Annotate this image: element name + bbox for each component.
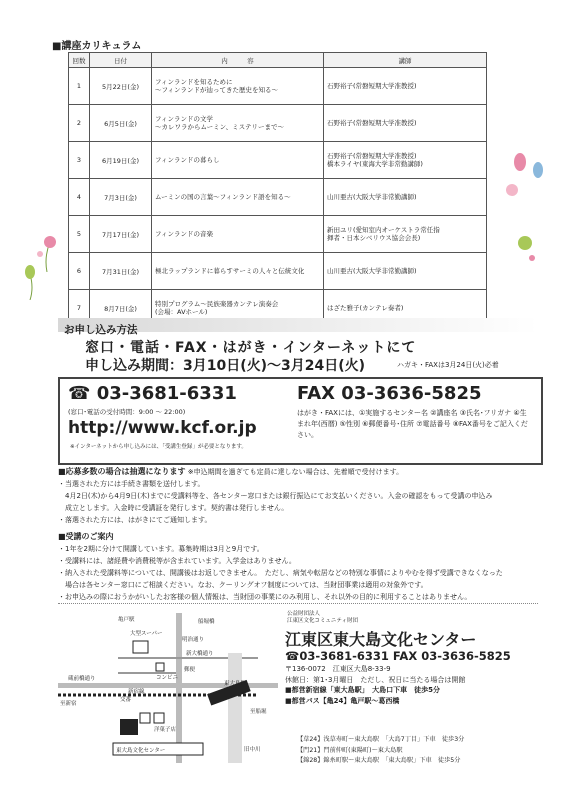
table-row	[69, 105, 487, 142]
center-building	[120, 719, 138, 735]
lottery-heading: ■応募多数の場合は抽選になります	[58, 467, 186, 476]
map-label: 明治通り	[182, 637, 205, 643]
map-label: 大型スーパー	[130, 631, 163, 637]
map-label: 郵便	[184, 667, 196, 673]
list-item: 【草24】浅草寿町〜東大島駅 「大島7丁目」下車 徒歩3分	[297, 736, 465, 743]
flower-decoration-icon	[500, 150, 550, 210]
map-label: 旧中川	[244, 747, 261, 753]
list-item: 場合は各センター窓口にご相談ください。なお、クーリングオフ制度については、当財団事業は適用の対象外です。	[58, 581, 428, 589]
cell-content: ムーミンの国の言葉〜フィンランド語を知る〜	[152, 179, 324, 216]
guide-heading: ■受講のご案内	[58, 532, 114, 541]
table-header-row	[69, 53, 487, 68]
cell-content: 特別プログラム〜民族楽器カンテレ演奏会 (会場：AVホール)	[152, 290, 324, 327]
map-label: 洋菓子店	[154, 727, 177, 733]
bus-access: ■都営バス【亀24】亀戸駅〜葛西橋	[285, 696, 400, 705]
cell-no: 7	[69, 290, 90, 327]
organization-name: 公益財団法人 江東区文化コミュニティ財団	[287, 611, 358, 624]
phone-number[interactable]: ☎ 03-3681-6331	[68, 383, 237, 404]
map-label: 蔵前橋通り	[68, 676, 96, 682]
cell-date: 7月31日(金)	[90, 253, 152, 290]
cell-lecturer: 山川亜古(大阪大学非常勤講師)	[324, 179, 487, 216]
cell-lecturer: 石野裕子(常磐短期大学准教授)	[324, 68, 487, 105]
lottery-notice	[58, 466, 538, 526]
phone-hours: (窓口･電話の受付時間：9:00 〜 22:00)	[68, 408, 186, 416]
col-header-lecturer: 講師	[324, 53, 487, 68]
map-label: 至船堀	[250, 709, 267, 715]
center-name: 江東区東大島文化センター	[285, 630, 477, 649]
river	[228, 653, 242, 763]
cell-date: 7月3日(金)	[90, 179, 152, 216]
table-row	[69, 179, 487, 216]
closed-days: 休館日：第1･3月曜日 ただし、祝日に当たる場合は開館	[285, 675, 466, 684]
map-label: 船堀橋	[198, 619, 215, 625]
cell-lecturer: 新田ユリ(愛知室内オーケストラ常任指 揮者・日本シベリウス協会会長)	[324, 216, 487, 253]
map-label: 新宿線	[128, 689, 145, 695]
cell-content: フィンランドを知るために 〜フィンランドが辿ってきた歴史を知る〜	[152, 68, 324, 105]
lottery-note: ※申込期間を過ぎても定員に達しない場合は、先着順で受付けます。	[187, 468, 404, 476]
guide-notice	[58, 531, 538, 603]
curriculum-title: ■講座カリキュラム	[52, 41, 142, 52]
curriculum-table	[68, 52, 487, 327]
cell-lecturer: 石野裕子(常磐短期大学准教授) 橋本ライヤ(東海大学非常勤講師)	[324, 142, 487, 179]
list-item: ・納入された受講料等については、開講後はお返しできません。 ただし、病気や転居などの特別な事情によりやむを得ず受講できなくなった	[58, 569, 503, 577]
list-item: ・1年を2期に分けて開講しています。募集時期は3月と9月です。	[58, 545, 264, 553]
road	[176, 613, 182, 763]
list-item: 成立とします。入金時に受講証を発行します。契約書は発行しません。	[58, 504, 289, 512]
flower-decoration-icon	[20, 260, 50, 300]
map-label: 至新宿	[60, 701, 77, 707]
cell-content: フィンランドの音楽	[152, 216, 324, 253]
cell-date: 8月7日(金)	[90, 290, 152, 327]
map-label: 新大橋通り	[186, 651, 214, 657]
address: 〒136-0072 江東区大島8-33-9	[285, 665, 391, 673]
col-header-no: 回数	[69, 53, 90, 68]
col-header-date: 日付	[90, 53, 152, 68]
cell-content: 極北ラップランドに暮らすサーミの人々と伝統文化	[152, 253, 324, 290]
cell-lecturer: はざた雅子(カンテレ奏者)	[324, 290, 487, 327]
map-label: 亀戸駅	[118, 617, 135, 623]
application-methods: 窓口・電話・FAX・はがき・インターネットにて	[85, 340, 417, 356]
list-item: ・当選された方には手続き書類を送付します。	[58, 480, 205, 488]
cell-no: 1	[69, 68, 90, 105]
cell-no: 5	[69, 216, 90, 253]
list-item: ・受講料には、諸経費や消費税等が含まれています。入学金はありません。	[58, 557, 296, 565]
flower-decoration-icon	[510, 228, 540, 268]
center-info	[285, 664, 465, 706]
application-header: お申し込み方法	[58, 318, 538, 332]
cell-content: フィンランドの文学 〜カレワラからムーミン、ミステリーまで〜	[152, 105, 324, 142]
bus-lines	[297, 735, 464, 767]
cell-no: 4	[69, 179, 90, 216]
table-row	[69, 142, 487, 179]
map-label: 東大島文化センター	[116, 748, 166, 754]
map-label: 交番	[120, 697, 132, 703]
cell-lecturer: 石野裕子(常磐短期大学准教授)	[324, 105, 487, 142]
train-access: ■都営新宿線「東大島駅」 大島口下車 徒歩5分	[285, 686, 440, 694]
fax-number: FAX 03-3636-5825	[297, 383, 482, 404]
divider	[58, 603, 538, 604]
cell-date: 5月22日(金)	[90, 68, 152, 105]
table-row	[69, 216, 487, 253]
cell-no: 2	[69, 105, 90, 142]
cell-date: 7月17日(金)	[90, 216, 152, 253]
cell-content: フィンランドの暮らし	[152, 142, 324, 179]
col-header-content: 内 容	[152, 53, 324, 68]
map-label: 東大島駅	[224, 681, 247, 687]
fax-note: はがき・FAXには、①実施するセンター名 ②講座名 ③氏名･フリガナ ④生まれ年(西暦) ⑤性別 ⑥郵便番号･住所 ⑦電話番号 ⑧FAX番号をご記入ください。	[297, 409, 528, 439]
table-row	[69, 68, 487, 105]
list-item: 4月2日(木)から4月9日(木)までに受講料等を、各センター窓口または銀行振込にてお支払いください。入金の確認をもって受講の申込み	[58, 492, 493, 500]
center-phone: ☎03-3681-6331 FAX 03-3636-5825	[285, 649, 511, 663]
access-map	[58, 613, 278, 763]
cell-no: 6	[69, 253, 90, 290]
cell-date: 6月5日(金)	[90, 105, 152, 142]
cell-no: 3	[69, 142, 90, 179]
website-link[interactable]: http://www.kcf.or.jp	[68, 418, 257, 438]
list-item: ・お申込みの際におうかがいしたお客様の個人情報は、当財団の事業にのみ利用し、それ以外の目的に利用することはありません。	[58, 593, 472, 601]
map-label: コンビニ	[156, 675, 179, 681]
list-item: 【錦28】錦糸町駅〜東大島駅 「東大島駅」下車 徒歩5分	[297, 757, 461, 764]
cell-date: 6月19日(金)	[90, 142, 152, 179]
list-item: ・落選された方には、はがきにてご通知します。	[58, 516, 212, 524]
cell-lecturer: 山川亜古(大阪大学非常勤講師)	[324, 253, 487, 290]
period-note: ハガキ・FAXは3月24日(火)必着	[397, 361, 499, 369]
website-note: ※インターネットから申し込みには、「受講生登録」が必要となります。	[70, 444, 247, 450]
table-row	[69, 253, 487, 290]
application-period: 申し込み期間：3月10日(火)〜3月24日(火)	[85, 358, 366, 374]
list-item: 【門21】門前仲町(東陽町)〜東大島駅	[297, 746, 403, 754]
